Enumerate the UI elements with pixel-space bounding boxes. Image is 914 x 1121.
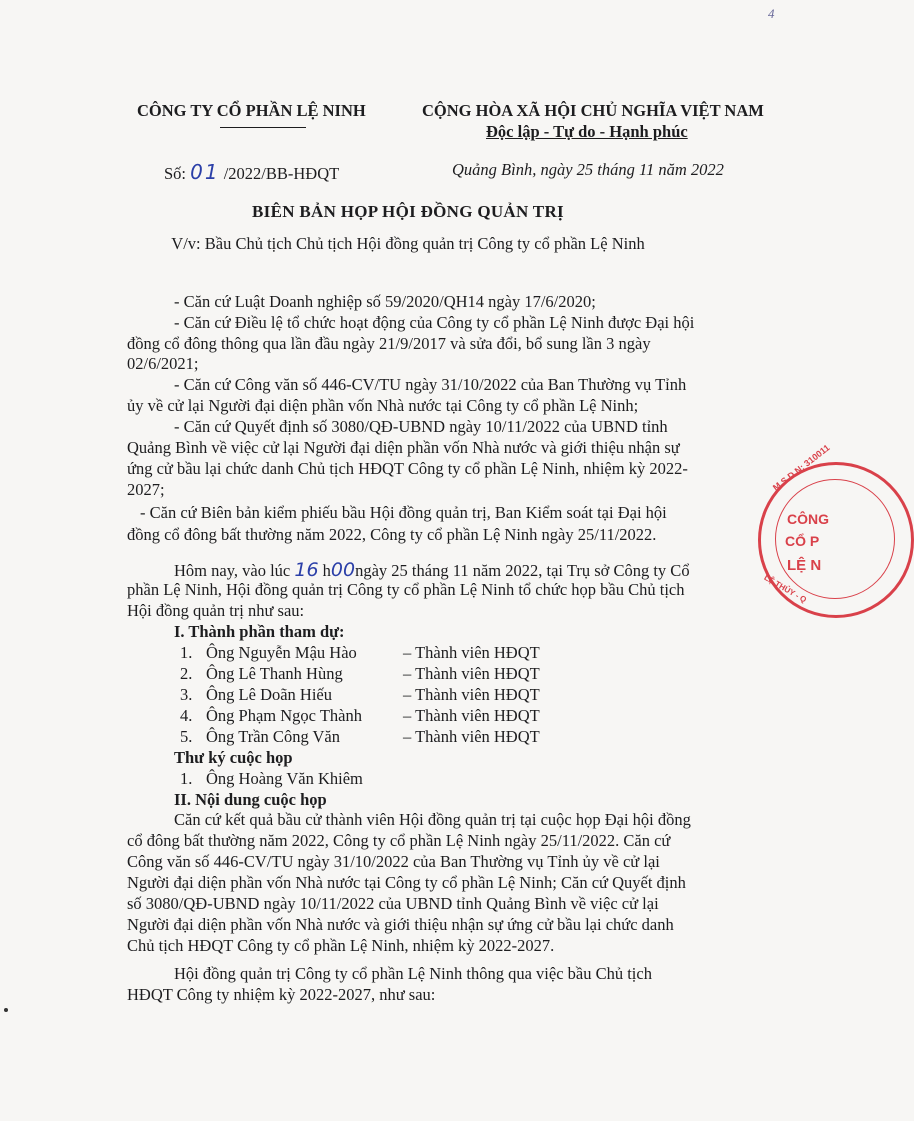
member-role: – Thành viên HĐQT xyxy=(403,643,540,662)
document-number-handwritten: 01 xyxy=(190,160,220,184)
seal-line-1: CÔNG xyxy=(787,511,829,527)
page-corner-mark: 4 xyxy=(768,6,775,21)
intro-line-3: Hội đồng quản trị như sau: xyxy=(127,601,305,620)
member-row xyxy=(180,664,343,683)
member-name: Ông Lê Thanh Hùng xyxy=(206,664,343,683)
seal-line-3: LỆ N xyxy=(787,557,822,574)
section-2-heading: II. Nội dung cuộc họp xyxy=(174,790,327,809)
member-role: – Thành viên HĐQT xyxy=(403,664,540,683)
member-row xyxy=(180,706,362,725)
basis-line: - Căn cứ Quyết định số 3080/QĐ-UBND ngày 10/11/2022 của UBND tỉnh xyxy=(174,417,668,436)
member-name: Ông Trần Công Văn xyxy=(206,727,341,746)
document-title: BIÊN BẢN HỌP HỘI ĐỒNG QUẢN TRỊ xyxy=(252,202,564,221)
secretary-heading: Thư ký cuộc họp xyxy=(174,748,293,767)
basis-line: ứng cử bầu lại chức danh Chủ tịch HĐQT Công ty cổ phần Lệ Ninh, nhiệm kỳ 2022- xyxy=(127,459,688,478)
content-line: Hội đồng quản trị Công ty cổ phần Lệ Ninh thông qua việc bầu Chủ tịch xyxy=(174,964,652,983)
member-role: – Thành viên HĐQT xyxy=(403,706,540,725)
place-and-date: Quảng Bình, ngày 25 tháng 11 năm 2022 xyxy=(452,160,724,179)
content-line: Người đại diện phần vốn Nhà nước và giới thiệu nhận sự ứng cử bầu lại chức danh xyxy=(127,915,674,934)
content-line: cổ đông bất thường năm 2022, Công ty cổ phần Lệ Ninh ngày 25/11/2022. Căn cứ xyxy=(127,831,671,850)
member-role: – Thành viên HĐQT xyxy=(403,685,540,704)
member-row xyxy=(180,727,341,746)
basis-line: - Căn cứ Luật Doanh nghiệp số 59/2020/QH14 ngày 17/6/2020; xyxy=(174,292,596,311)
company-name: CÔNG TY CỔ PHẦN LỆ NINH xyxy=(137,101,366,120)
intro-lead: Hôm nay, vào lúc xyxy=(174,561,291,580)
basis-line: đồng cổ đông thông qua lần đầu ngày 21/9/2017 và sửa đổi, bổ sung lần 3 ngày xyxy=(127,334,651,353)
seal-line-2: CỔ P xyxy=(785,533,820,549)
member-number: 4. xyxy=(180,706,193,725)
member-number: 5. xyxy=(180,727,193,746)
document-number-suffix: /2022/BB-HĐQT xyxy=(223,164,340,183)
content-line: HĐQT Công ty nhiệm kỳ 2022-2027, như sau: xyxy=(127,985,436,1004)
intro-rest: ngày 25 tháng 11 năm 2022, tại Trụ sở Công ty Cổ xyxy=(355,561,690,580)
document-subject: V/v: Bầu Chủ tịch Chủ tịch Hội đồng quản trị Công ty cổ phần Lệ Ninh xyxy=(171,234,645,253)
basis-line: 02/6/2021; xyxy=(127,354,199,373)
content-line: Chủ tịch HĐQT Công ty cổ phần Lệ Ninh, nhiệm kỳ 2022-2027. xyxy=(127,936,555,955)
content-line: số 3080/QĐ-UBND ngày 10/11/2022 của UBND tỉnh Quảng Bình về việc cử lại xyxy=(127,894,659,913)
document-number-prefix: Số: xyxy=(164,164,187,183)
member-row xyxy=(180,685,333,704)
company-underline xyxy=(220,127,306,128)
national-motto: Độc lập - Tự do - Hạnh phúc xyxy=(486,122,688,141)
document-number xyxy=(164,160,339,184)
member-number: 3. xyxy=(180,685,193,704)
member-row xyxy=(180,643,357,662)
intro-h: h xyxy=(322,561,331,580)
secretary-row xyxy=(180,769,363,788)
intro-line-2: phần Lệ Ninh, Hội đồng quản trị Công ty cổ phần Lệ Ninh tổ chức họp bầu Chủ tịch xyxy=(127,580,685,599)
secretary-name: Ông Hoàng Văn Khiêm xyxy=(206,769,363,788)
basis-line: ủy về cử lại Người đại diện phần vốn Nhà nước tại Công ty cổ phần Lệ Ninh; xyxy=(127,396,639,415)
member-name: Ông Phạm Ngọc Thành xyxy=(206,706,362,725)
basis-line: - Căn cứ Điều lệ tổ chức hoạt động của Công ty cổ phần Lệ Ninh được Đại hội xyxy=(174,313,695,332)
basis-line: - Căn cứ Biên bản kiểm phiếu bầu Hội đồng quản trị, Ban Kiểm soát tại Đại hội xyxy=(140,503,667,522)
basis-line: - Căn cứ Công văn số 446-CV/TU ngày 31/10/2022 của Ban Thường vụ Tỉnh xyxy=(174,375,687,394)
basis-line: Quảng Bình về việc cử lại Người đại diện phần vốn Nhà nước và giới thiệu nhận sự xyxy=(127,438,680,457)
company-seal xyxy=(758,442,914,618)
content-line: Công văn số 446-CV/TU ngày 31/10/2022 của Ban Thường vụ Tỉnh ủy về cử lại xyxy=(127,852,660,871)
member-number: 1. xyxy=(180,643,193,662)
basis-line: đồng cổ đông bất thường năm 2022, Công ty cổ phần Lệ Ninh ngày 25/11/2022. xyxy=(127,525,657,544)
content-line: Người đại diện phần vốn Nhà nước tại Công ty cổ phần Lệ Ninh; Căn cứ Quyết định xyxy=(127,873,686,892)
member-role: – Thành viên HĐQT xyxy=(403,727,540,746)
basis-line: 2027; xyxy=(127,480,165,499)
member-number: 2. xyxy=(180,664,193,683)
seal-code: M.S.D.N: 310011 xyxy=(771,442,832,493)
seal-place: LỆ THỦY - Q xyxy=(762,573,809,605)
member-name: Ông Lê Doãn Hiếu xyxy=(206,685,333,704)
national-title: CỘNG HÒA XÃ HỘI CHỦ NGHĨA VIỆT NAM xyxy=(422,101,764,120)
member-name: Ông Nguyễn Mậu Hào xyxy=(206,643,357,662)
intro-line-1 xyxy=(174,561,690,580)
content-line: Căn cứ kết quả bầu cử thành viên Hội đồng quản trị tại cuộc họp Đại hội đồng xyxy=(174,810,691,829)
intro-minute-handwritten: 00 xyxy=(330,559,356,581)
secretary-number: 1. xyxy=(180,769,193,788)
section-1-heading: I. Thành phần tham dự: xyxy=(174,622,345,641)
scan-dot xyxy=(4,1008,8,1012)
intro-hour-handwritten: 16 xyxy=(294,559,319,581)
